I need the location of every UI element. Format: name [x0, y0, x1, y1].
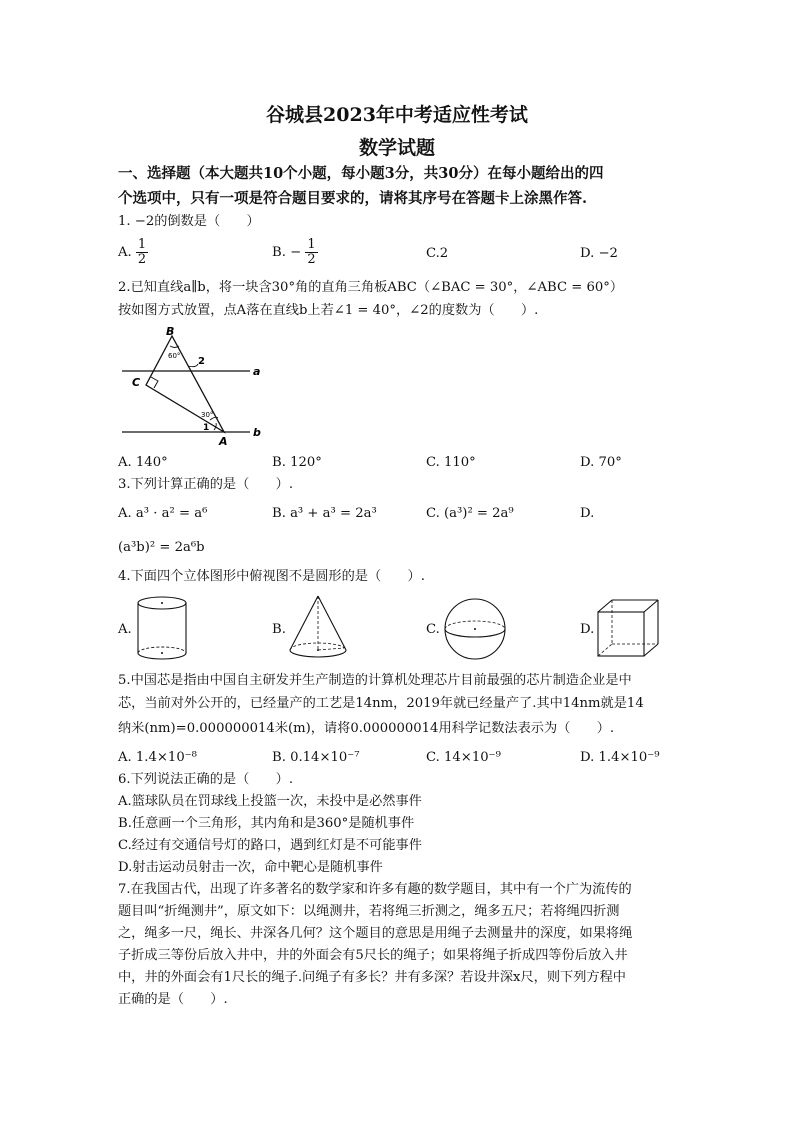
- q7-stem-line-5: 中，井的外面会有1尺长的绳子.问绳子有多长？井有多深？若设井深x尺，则下列方程中: [118, 970, 626, 985]
- q4-stem: 4.下面四个立体图形中俯视图不是圆形的是（ ）.: [118, 569, 425, 584]
- cone-figure: [284, 592, 352, 664]
- q2-option-d: D. 70°: [580, 455, 622, 470]
- q1-option-c: C.2: [426, 246, 449, 261]
- q1-a-fraction: [136, 238, 148, 267]
- right-angle-mark: [151, 377, 158, 388]
- q6-option-c: C.经过有交通信号灯的路口，遇到红灯是不可能事件: [118, 838, 422, 853]
- q6-stem: 6.下列说法正确的是（ ）.: [118, 772, 294, 787]
- q3-option-d: D.: [580, 506, 595, 521]
- q5-option-c: C. 14×10⁻⁹: [426, 750, 501, 765]
- q1-b-fraction: [305, 238, 317, 267]
- exam-title: 谷城县2023年中考适应性考试: [266, 104, 528, 126]
- q6-option-b: B.任意画一个三角形，其内角和是360°是随机事件: [118, 816, 415, 831]
- cylinder-figure: [132, 594, 192, 664]
- q1-b-denominator: 2: [307, 252, 316, 267]
- q5-option-a: A. 1.4×10⁻⁸: [118, 750, 197, 765]
- label-60: 60°: [168, 352, 181, 360]
- q4-option-a-label: A.: [118, 622, 132, 637]
- label-b: b: [253, 426, 261, 439]
- q2-option-b: B. 120°: [272, 455, 322, 470]
- cube-figure: [594, 596, 664, 662]
- q1-option-d: D. −2: [580, 246, 618, 261]
- label-A: A: [219, 435, 228, 448]
- label-2: 2: [198, 356, 205, 367]
- q7-stem-line-6: 正确的是（ ）.: [118, 992, 228, 1007]
- q5-option-b: B. 0.14×10⁻⁷: [272, 750, 360, 765]
- q6-option-d: D.射击运动员射击一次，命中靶心是随机事件: [118, 860, 383, 875]
- q7-stem-line-2: 题目叫“折绳测井”，原文如下：以绳测井，若将绳三折测之，绳多五尺；若将绳四折测: [118, 904, 620, 919]
- q3-stem: 3.下列计算正确的是（ ）.: [118, 477, 294, 492]
- angle-2-arc: [188, 364, 198, 367]
- q1-a-prefix: A.: [118, 245, 132, 260]
- q6-option-a: A.篮球队员在罚球线上投篮一次，未投中是必然事件: [118, 794, 422, 809]
- exam-subtitle: 数学试题: [358, 137, 435, 159]
- q1-a-numerator: 1: [137, 237, 147, 252]
- q5-stem-line-1: 5.中国芯是指由中国自主研发并生产制造的计算机处理芯片目前最强的芯片制造企业是中: [118, 673, 632, 688]
- label-a: a: [253, 365, 261, 378]
- q3-option-c: C. (a³)² = 2a⁹: [426, 506, 514, 521]
- q2-option-a: A. 140°: [118, 455, 168, 470]
- q7-stem-line-1: 7.在我国古代，出现了许多著名的数学家和许多有趣的数学题目，其中有一个广为流传的: [118, 882, 632, 897]
- sphere-figure: [440, 596, 510, 662]
- section-instruction-line-2: 个选项中，只有一项是符合题目要求的，请将其序号在答题卡上涂黑作答.: [118, 190, 588, 207]
- q1-b-numerator: 1: [307, 237, 316, 252]
- label-B: B: [166, 325, 175, 338]
- q5-stem-line-3: 纳米(nm)=0.000000014米(m)，请将0.000000014用科学记数法表示为（ ）.: [118, 721, 615, 736]
- q4-option-b-label: B.: [272, 622, 286, 637]
- q3-option-a: A. a³ · a² = a⁶: [118, 506, 208, 521]
- q3-option-d-expression: (a³b)² = 2a⁶b: [118, 540, 205, 555]
- q2-figure: [118, 322, 268, 448]
- q1-option-b: [272, 238, 318, 267]
- section-instruction-line-1: 一、选择题（本大题共10个小题，每小题3分，共30分）在每小题给出的四: [118, 165, 604, 182]
- q1-stem: 1. −2的倒数是（ ）: [118, 214, 260, 229]
- q2-stem-line-1: 2.已知直线a∥b，将一块含30°角的直角三角板ABC（∠BAC = 30°，∠ABC = 60°）: [118, 280, 624, 295]
- q5-option-d: D. 1.4×10⁻⁹: [580, 750, 660, 765]
- q1-option-a: [118, 238, 148, 267]
- q2-stem-line-2: 按如图方式放置，点A落在直线b上若∠1 = 40°，∠2的度数为（ ）.: [118, 303, 539, 318]
- q7-stem-line-3: 之，绳多一尺，绳长、井深各几何？这个题目的意思是用绳子去测量井的深度，如果将绳: [118, 926, 633, 941]
- q1-a-denominator: 2: [137, 252, 147, 267]
- label-30: 30°: [201, 411, 214, 419]
- q4-option-c-label: C.: [426, 622, 440, 637]
- q5-stem-line-2: 芯，当前对外公开的，已经量产的工艺是14nm，2019年就已经量产了.其中14nm就是14: [118, 696, 644, 711]
- q3-option-b: B. a³ + a³ = 2a³: [272, 506, 377, 521]
- q7-stem-line-4: 子折成三等份后放入井中，井的外面会有5尺长的绳子；如果将绳子折成四等份后放入井: [118, 948, 628, 963]
- label-1: 1: [203, 423, 210, 433]
- q4-option-d-label: D.: [580, 622, 595, 637]
- q1-b-prefix: B. −: [272, 245, 302, 260]
- q2-option-c: C. 110°: [426, 455, 476, 470]
- label-C: C: [132, 376, 141, 389]
